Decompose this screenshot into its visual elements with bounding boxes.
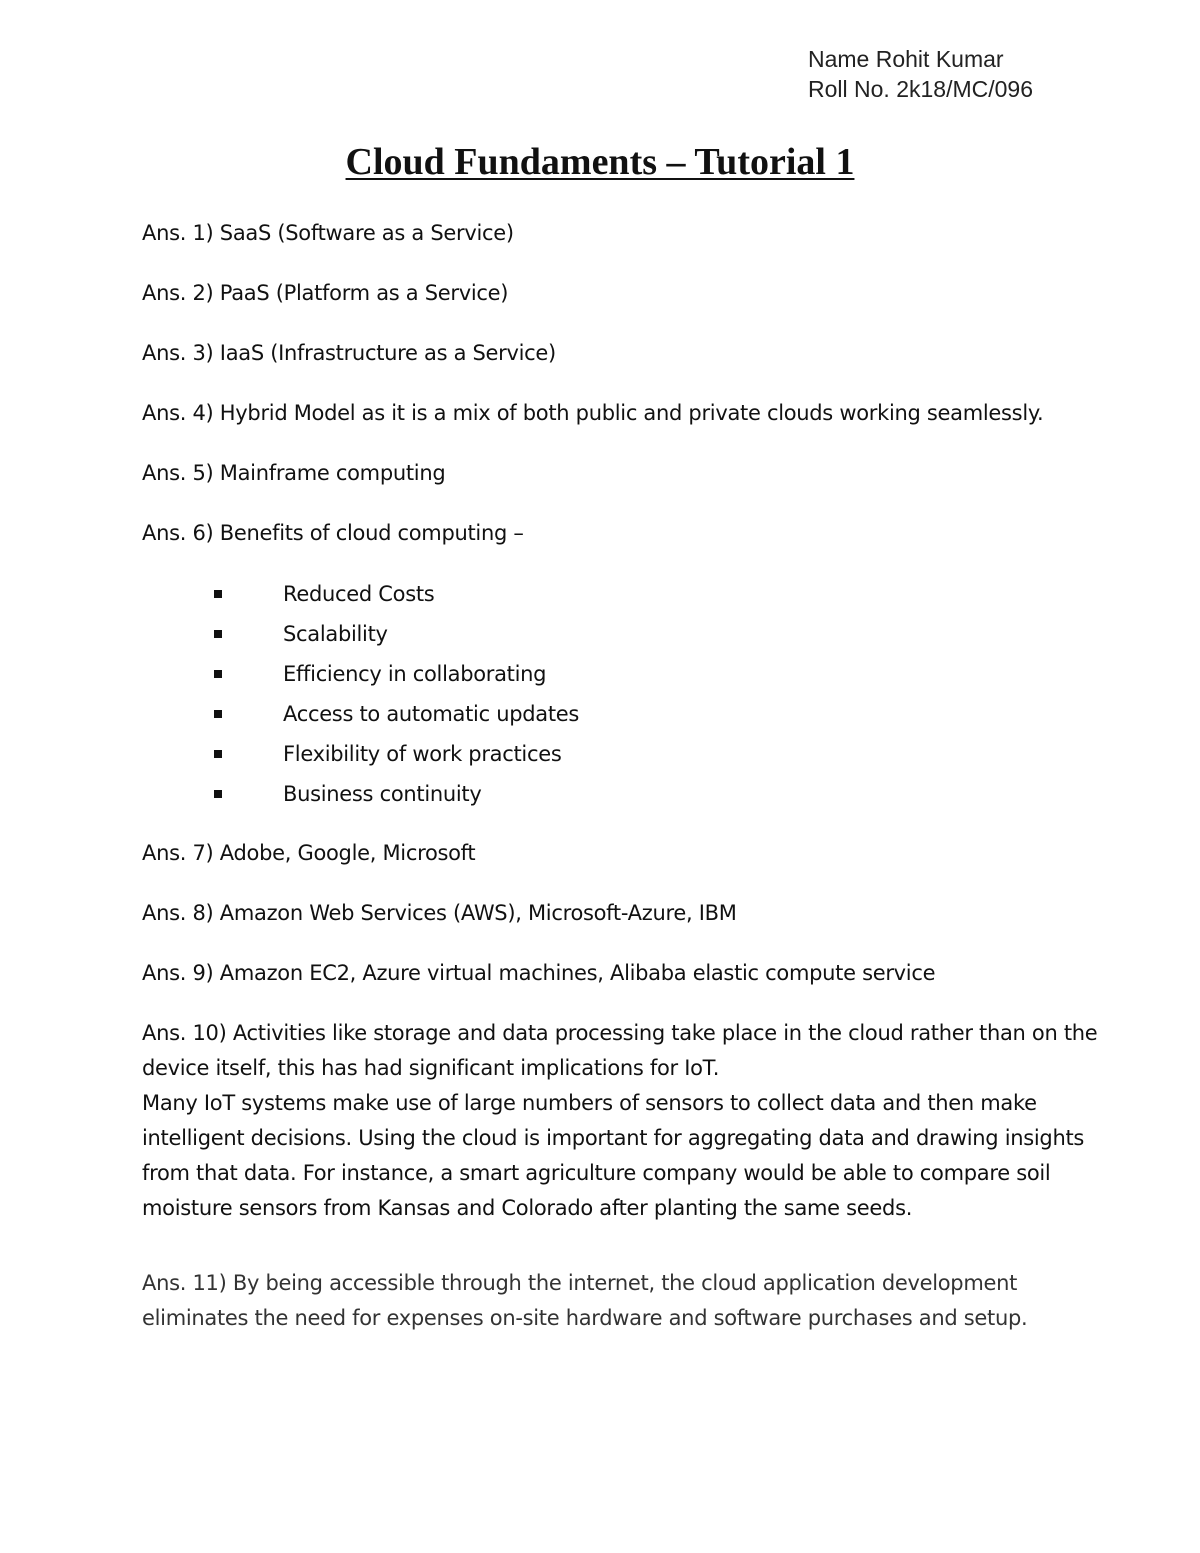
list-item bbox=[142, 654, 1102, 694]
answer-5: Ans. 5) Mainframe computing bbox=[142, 461, 446, 485]
square-bullet-icon bbox=[214, 590, 222, 598]
benefit-text: Access to automatic updates bbox=[283, 702, 580, 726]
document-title: Cloud Fundaments – Tutorial 1 bbox=[345, 141, 855, 183]
square-bullet-icon bbox=[214, 790, 222, 798]
author-info bbox=[808, 44, 1033, 104]
answer-6: Ans. 6) Benefits of cloud computing – bbox=[142, 521, 524, 545]
list-item bbox=[142, 694, 1102, 734]
answer-7: Ans. 7) Adobe, Google, Microsoft bbox=[142, 841, 476, 865]
list-item bbox=[142, 574, 1102, 614]
answer-4: Ans. 4) Hybrid Model as it is a mix of both public and private clouds working seamlessly. bbox=[142, 401, 1044, 425]
square-bullet-icon bbox=[214, 710, 222, 718]
benefit-text: Business continuity bbox=[283, 782, 482, 806]
list-item bbox=[142, 774, 1102, 814]
list-item bbox=[142, 734, 1102, 774]
square-bullet-icon bbox=[214, 630, 222, 638]
answer-1: Ans. 1) SaaS (Software as a Service) bbox=[142, 221, 514, 245]
answer-10-paragraph-1: Ans. 10) Activities like storage and data processing take place in the cloud rather than on the device itself, this has had significant implications for IoT. bbox=[142, 1021, 1098, 1080]
answer-2: Ans. 2) PaaS (Platform as a Service) bbox=[142, 281, 509, 305]
answer-9: Ans. 9) Amazon EC2, Azure virtual machines, Alibaba elastic compute service bbox=[142, 961, 936, 985]
list-item bbox=[142, 614, 1102, 654]
answer-8: Ans. 8) Amazon Web Services (AWS), Microsoft-Azure, IBM bbox=[142, 901, 737, 925]
benefit-text: Scalability bbox=[283, 622, 388, 646]
roll-number: Roll No. 2k18/MC/096 bbox=[808, 76, 1033, 102]
benefit-text: Efficiency in collaborating bbox=[283, 662, 547, 686]
benefit-text: Flexibility of work practices bbox=[283, 742, 562, 766]
answer-3: Ans. 3) IaaS (Infrastructure as a Service) bbox=[142, 341, 556, 365]
benefit-text: Reduced Costs bbox=[283, 582, 435, 606]
answer-11: Ans. 11) By being accessible through the internet, the cloud application development eliminates the need for expenses on-site hardware and software purchases and setup. bbox=[142, 1271, 1028, 1330]
answer-10-paragraph-2: Many IoT systems make use of large numbers of sensors to collect data and then make intelligent decisions. Using the cloud is important for aggregating data and drawing insights from that data. For instance, a smart agriculture company would be able to compare soil moisture sensors from Kansas and Colorado after planting the same seeds. bbox=[142, 1091, 1085, 1220]
square-bullet-icon bbox=[214, 750, 222, 758]
author-name: Name Rohit Kumar bbox=[808, 46, 1004, 72]
answers-list bbox=[142, 216, 1102, 1361]
answer-10 bbox=[142, 1016, 1102, 1226]
benefits-list bbox=[142, 574, 1102, 814]
square-bullet-icon bbox=[214, 670, 222, 678]
